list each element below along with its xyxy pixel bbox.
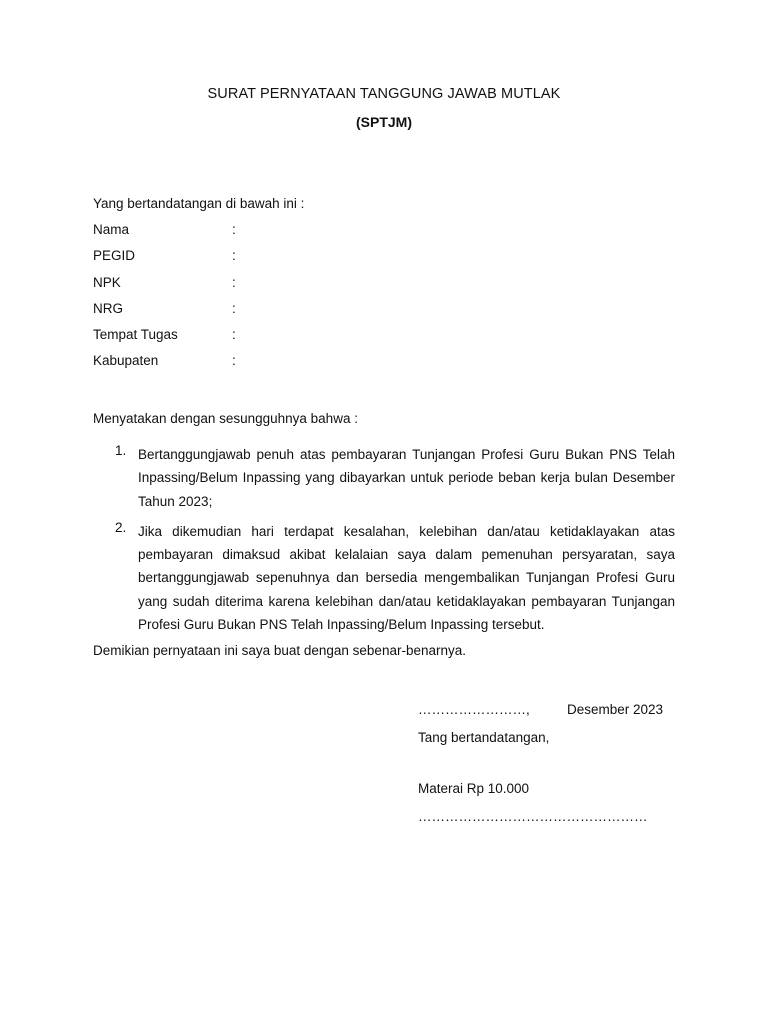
list-number: 2. [115,519,127,535]
field-colon: : [232,222,236,237]
materai-label: Materai Rp 10.000 [418,781,530,796]
signature-month-year: Desember 2023 [567,702,664,717]
intro-text: Yang bertandatangan di bawah ini : [93,196,305,211]
list-number: 1. [115,443,127,458]
field-label: Nama [93,222,130,237]
field-colon: : [232,327,236,343]
signature-name-line: …………………………………………… [418,809,648,824]
list-item [93,520,675,636]
field-row-nrg [93,301,393,327]
field-row-npk [93,275,393,301]
field-label: PEGID [93,248,136,264]
field-row-pegid [93,248,393,274]
field-colon: : [232,274,236,290]
statement-intro: Menyatakan dengan sesungguhnya bahwa : [93,411,358,426]
field-colon: : [232,248,236,264]
list-text: Jika dikemudian hari terdapat kesalahan, kelebihan dan/atau ketidaklayakan atas pembayaran dimaksud akibat kelalaian saya dalam pemenuhan persyaratan, saya bertanggungjawab sepenuhnya dan bersedia mengembalikan Tunjangan Profesi Guru yang sudah diterima karena kelebihan dan/atau ketidaklayakan pembayaran Tunjangan Profesi Guru Bukan PNS Telah Inpassing/Belum Inpassing tersebut. [138,523,675,633]
field-label: Kabupaten [93,353,159,369]
list-item [93,443,675,513]
field-row-nama [93,222,393,248]
field-label: Tempat Tugas [93,327,178,343]
signature-label: Tang bertandatangan, [418,730,550,745]
field-row-tempat-tugas [93,327,393,353]
signature-place-dots: ……………………, [418,702,530,717]
document-subtitle: (SPTJM) [356,114,412,130]
closing-text: Demikian pernyataan ini saya buat dengan sebenar-benarnya. [93,643,466,658]
document-title: SURAT PERNYATAAN TANGGUNG JAWAB MUTLAK [207,86,561,102]
statement-list [93,443,675,643]
identity-fields [93,222,393,380]
field-row-kabupaten [93,353,393,379]
field-colon: : [232,300,236,316]
field-colon: : [232,353,236,369]
field-label: NPK [93,274,121,290]
list-text: Bertanggungjawab penuh atas pembayaran Tunjangan Profesi Guru Bukan PNS Telah Inpassing/Belum Inpassing yang dibayarkan untuk periode beban kerja bulan Desember Tahun 2023; [138,447,675,509]
field-label: NRG [93,300,123,316]
